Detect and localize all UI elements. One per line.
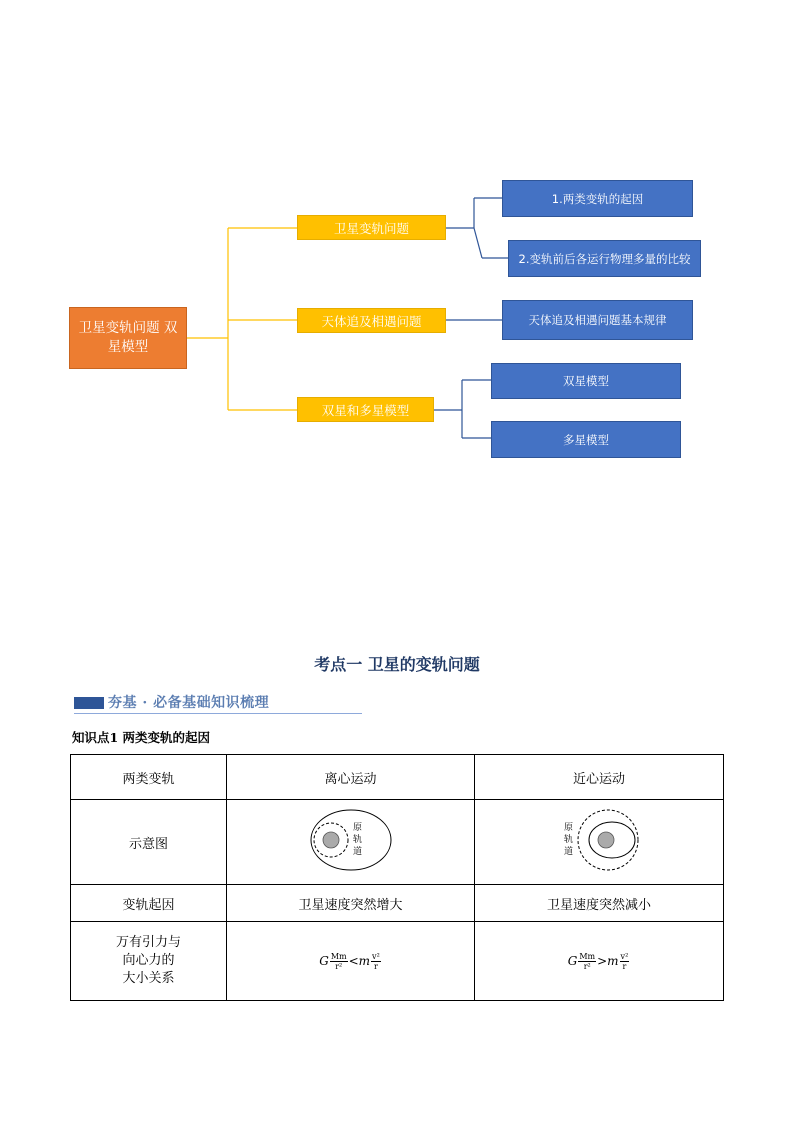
centripetal-orbit-diagram bbox=[544, 805, 654, 875]
formula-denominator: r² bbox=[335, 961, 343, 971]
diagram-label: 示意图 bbox=[71, 800, 227, 885]
section-divider bbox=[74, 713, 362, 714]
formula-symbol: m bbox=[607, 954, 619, 968]
formula-less-than bbox=[319, 952, 382, 971]
branch-label: 天体追及相遇问题 bbox=[321, 313, 422, 329]
branch-chase-meet bbox=[297, 308, 446, 333]
relation-label bbox=[71, 922, 227, 1001]
leaf-label: 2.变轨前后各运行物理多量的比较 bbox=[518, 251, 691, 266]
centrifugal-formula bbox=[227, 922, 475, 1001]
table-row bbox=[71, 755, 724, 800]
orbit-char: 轨 bbox=[564, 835, 574, 845]
formula-numerator: v² bbox=[620, 951, 629, 961]
relation-label-line: 万有引力与 bbox=[115, 935, 181, 950]
formula-numerator: Mm bbox=[330, 951, 347, 961]
orbit-change-table bbox=[70, 754, 724, 1001]
cause-value: 卫星速度突然减小 bbox=[475, 885, 724, 922]
formula-fraction bbox=[371, 952, 381, 971]
table-row bbox=[71, 885, 724, 922]
leaf-chase-rules bbox=[502, 300, 693, 340]
leaf-orbit-cause bbox=[502, 180, 693, 217]
branch-binary-star bbox=[297, 397, 434, 422]
orbit-char: 原 bbox=[564, 823, 574, 833]
formula-greater-than bbox=[568, 952, 631, 971]
orbit-char: 道 bbox=[352, 847, 362, 857]
mindmap-root bbox=[69, 307, 187, 369]
leaf-label: 多星模型 bbox=[563, 432, 609, 447]
cause-value: 卫星速度突然增大 bbox=[227, 885, 475, 922]
table-header-cell: 两类变轨 bbox=[71, 755, 227, 800]
orbit-char: 原 bbox=[352, 823, 362, 833]
branch-orbit-change bbox=[297, 215, 446, 240]
table-header-cell: 离心运动 bbox=[227, 755, 475, 800]
table-row bbox=[71, 922, 724, 1001]
centripetal-formula bbox=[475, 922, 724, 1001]
centripetal-diagram bbox=[475, 800, 724, 885]
centrifugal-diagram bbox=[227, 800, 475, 885]
page-heading: 考点一 卫星的变轨问题 bbox=[314, 655, 480, 674]
orbit-char: 道 bbox=[564, 847, 574, 857]
leaf-multi-star bbox=[491, 421, 681, 458]
relation-label-line: 大小关系 bbox=[122, 971, 175, 986]
formula-numerator: v² bbox=[372, 951, 380, 961]
formula-symbol: G bbox=[319, 954, 329, 968]
relation-label-line: 向心力的 bbox=[122, 953, 175, 968]
leaf-binary-star bbox=[491, 363, 681, 399]
centrifugal-orbit-diagram bbox=[296, 805, 406, 875]
branch-label: 双星和多星模型 bbox=[321, 402, 410, 418]
section-title: 夯基 · 必备基础知识梳理 bbox=[108, 695, 270, 711]
leaf-orbit-compare bbox=[508, 240, 701, 277]
cause-label: 变轨起因 bbox=[71, 885, 227, 922]
formula-operator: > bbox=[597, 954, 608, 968]
knowledge-point-title: 知识点1 两类变轨的起因 bbox=[72, 730, 211, 745]
formula-fraction bbox=[620, 952, 630, 971]
leaf-label: 天体追及相遇问题基本规律 bbox=[528, 313, 667, 327]
formula-denominator: r bbox=[622, 961, 627, 971]
formula-operator: < bbox=[348, 954, 359, 968]
mindmap-root-label: 卫星变轨问题 双星模型 bbox=[78, 320, 178, 355]
formula-fraction bbox=[330, 952, 348, 971]
formula-symbol: G bbox=[567, 954, 578, 968]
leaf-label: 双星模型 bbox=[563, 374, 609, 388]
section-marker bbox=[74, 697, 104, 709]
formula-numerator: Mm bbox=[579, 951, 596, 961]
orbit-char: 轨 bbox=[352, 835, 362, 845]
table-row bbox=[71, 800, 724, 885]
table-header-cell: 近心运动 bbox=[475, 755, 724, 800]
formula-denominator: r bbox=[374, 961, 378, 971]
formula-fraction bbox=[578, 952, 596, 971]
branch-label: 卫星变轨问题 bbox=[333, 220, 409, 236]
formula-denominator: r² bbox=[583, 961, 591, 971]
leaf-label: 1.两类变轨的起因 bbox=[551, 191, 644, 206]
formula-symbol: m bbox=[358, 954, 371, 968]
